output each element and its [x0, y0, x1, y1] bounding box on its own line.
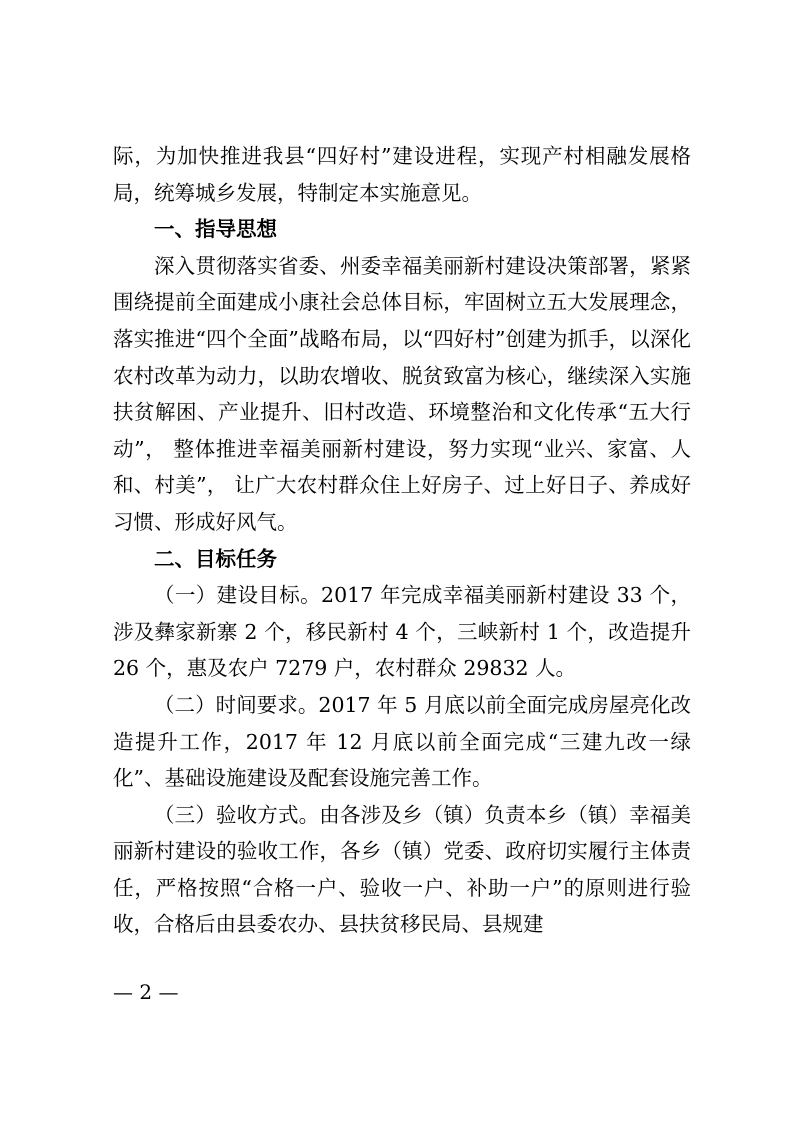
paragraph-time-requirements: （二）时间要求。2017 年 5 月底以前全面完成房屋亮化改造提升工作，2017 年 12 月底以前全面完成“三建九改一绿化”、基础设施建设及配套设施完善工作。	[113, 692, 691, 791]
paragraph-acceptance-method: （三）验收方式。由各涉及乡（镇）负责本乡（镇）幸福美丽新村建设的验收工作，各乡（镇）党委、政府切实履行主体责任，严格按照“合格一户、验收一户、补助一户”的原则进行验收，合格后由县委农办、县扶贫移民局、县规建	[113, 802, 691, 937]
paragraph-construction-goals: （一）建设目标。2017 年完成幸福美丽新村建设 33 个，涉及彝家新寨 2 个，移民新村 4 个，三峡新村 1 个，改造提升 26 个，惠及农户 7279 户，农村群众 29832 人。	[113, 583, 691, 681]
section-heading-guiding-ideology: 一、指导思想	[154, 217, 277, 242]
section-heading-goals-tasks: 二、目标任务	[154, 546, 277, 571]
page-number: — 2 —	[113, 980, 179, 1004]
paragraph-guiding-ideology: 深入贯彻落实省委、州委幸福美丽新村建设决策部署，紧紧围绕提前全面建成小康社会总体目标，牢固树立五大发展理念，落实推进“四个全面”战略布局，以“四好村”创建为抓手，以深化农村改革为动力，以助农增收、脱贫致富为核心，继续深入实施扶贫解困、产业提升、旧村改造、环境整治和文化传承“五大行动”， 整体推进幸福美丽新村建设，努力实现“业兴、家富、人和、村美”， 让广大农村群众住上好房子、过上好日子、养成好习惯、形成好风气。	[113, 253, 691, 534]
paragraph-intro-continuation: 际，为加快推进我县“四好村”建设进程，实现产村相融发展格局，统筹城乡发展，特制定本实施意见。	[113, 144, 691, 205]
document-body	[113, 138, 691, 943]
